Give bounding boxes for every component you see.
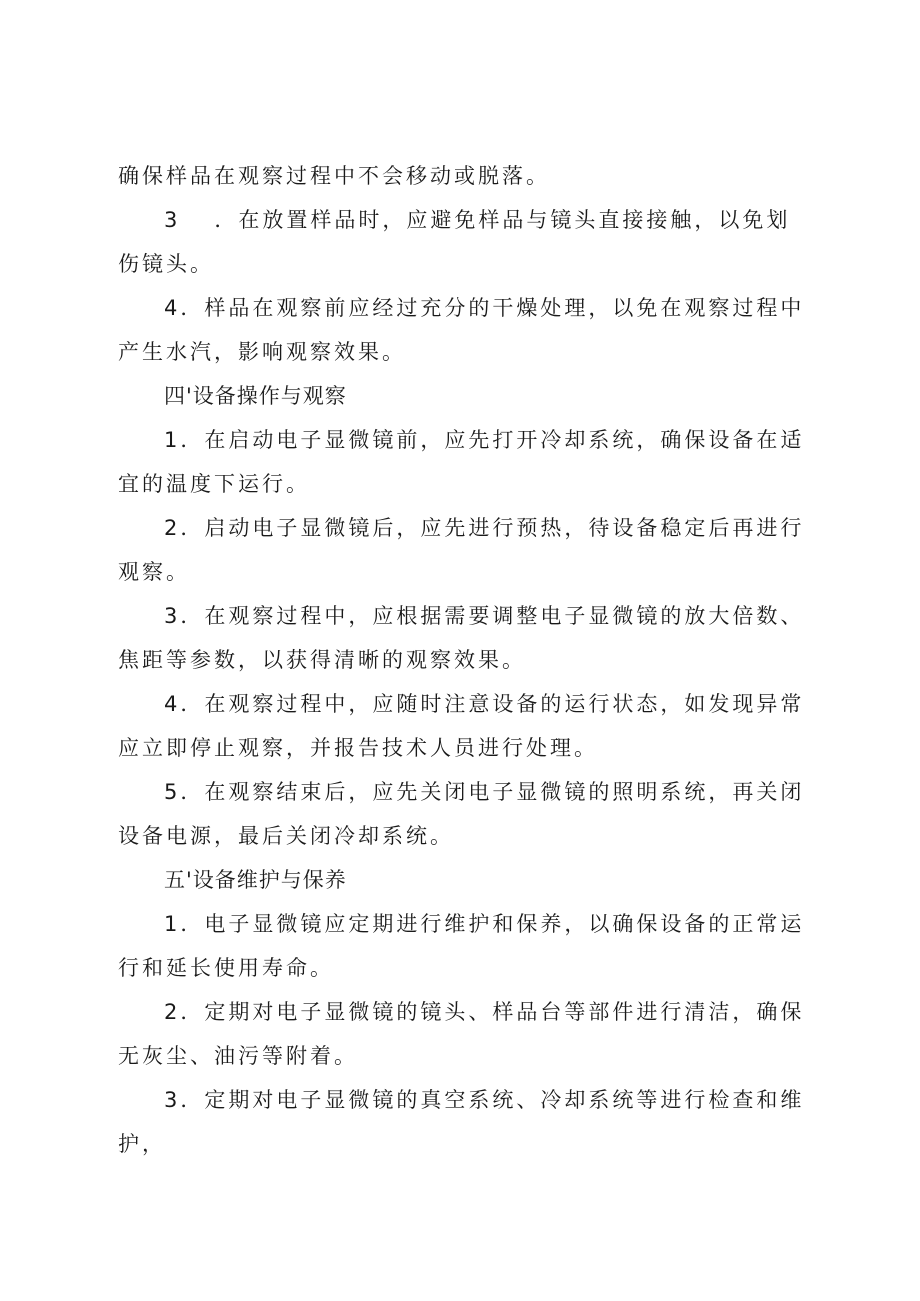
list-item: [118, 770, 808, 858]
item-separator: ．: [214, 208, 239, 232]
item-separator: ．: [180, 604, 205, 628]
item-number: 3: [164, 604, 181, 628]
item-separator: ．: [180, 516, 205, 540]
item-text: 启动电子显微镜后，应先进行预热，待设备稳定后再进行观察。: [118, 516, 805, 584]
list-item: [118, 902, 808, 990]
item-text: 在启动电子显微镜前，应先打开冷却系统，确保设备在适宜的温度下运行。: [118, 428, 805, 496]
list-item: [118, 198, 808, 286]
item-text: 在放置样品时，应避免样品与镜头直接接触，以免划伤镜头。: [118, 208, 791, 276]
item-separator: ．: [180, 296, 205, 320]
list-item: [118, 1078, 808, 1166]
list-item: [118, 506, 808, 594]
item-text: 在观察结束后，应先关闭电子显微镜的照明系统，再关闭设备电源，最后关闭冷却系统。: [118, 780, 805, 848]
item-number: 2: [164, 1000, 181, 1024]
item-separator: ．: [180, 1088, 205, 1112]
item-text: 在观察过程中，应根据需要调整电子显微镜的放大倍数、焦距等参数，以获得清晰的观察效果。: [118, 604, 805, 672]
continuation-paragraph: 确保样品在观察过程中不会移动或脱落。: [118, 164, 550, 188]
item-separator: ．: [180, 912, 205, 936]
list-item: [118, 286, 808, 374]
list-item: [118, 682, 808, 770]
item-text: 在观察过程中，应随时注意设备的运行状态，如发现异常应立即停止观察，并报告技术人员进行处理。: [118, 692, 805, 760]
item-number: 3: [164, 1088, 181, 1112]
item-number: 5: [164, 780, 181, 804]
item-separator: ．: [180, 780, 205, 804]
section-heading: 四'设备操作与观察: [164, 384, 347, 408]
item-text: 电子显微镜应定期进行维护和保养，以确保设备的正常运行和延长使用寿命。: [118, 912, 805, 980]
list-item: [118, 990, 808, 1078]
item-text: 定期对电子显微镜的真空系统、冷却系统等进行检查和维护，: [118, 1088, 805, 1156]
item-separator: ．: [180, 692, 205, 716]
item-text: 定期对电子显微镜的镜头、样品台等部件进行清洁，确保无灰尘、油污等附着。: [118, 1000, 805, 1068]
item-number: 2: [164, 516, 181, 540]
section-heading: 五'设备维护与保养: [164, 868, 347, 892]
item-number: 3: [164, 208, 181, 232]
item-text: 样品在观察前应经过充分的干燥处理，以免在观察过程中产生水汽，影响观察效果。: [118, 296, 805, 364]
list-item: [118, 594, 808, 682]
item-number: 4: [164, 296, 181, 320]
list-item: [118, 418, 808, 506]
item-number: 1: [164, 428, 181, 452]
item-number: 4: [164, 692, 181, 716]
item-number: 1: [164, 912, 181, 936]
item-separator: ．: [180, 1000, 205, 1024]
document-body: [118, 154, 808, 1166]
item-separator: ．: [180, 428, 205, 452]
